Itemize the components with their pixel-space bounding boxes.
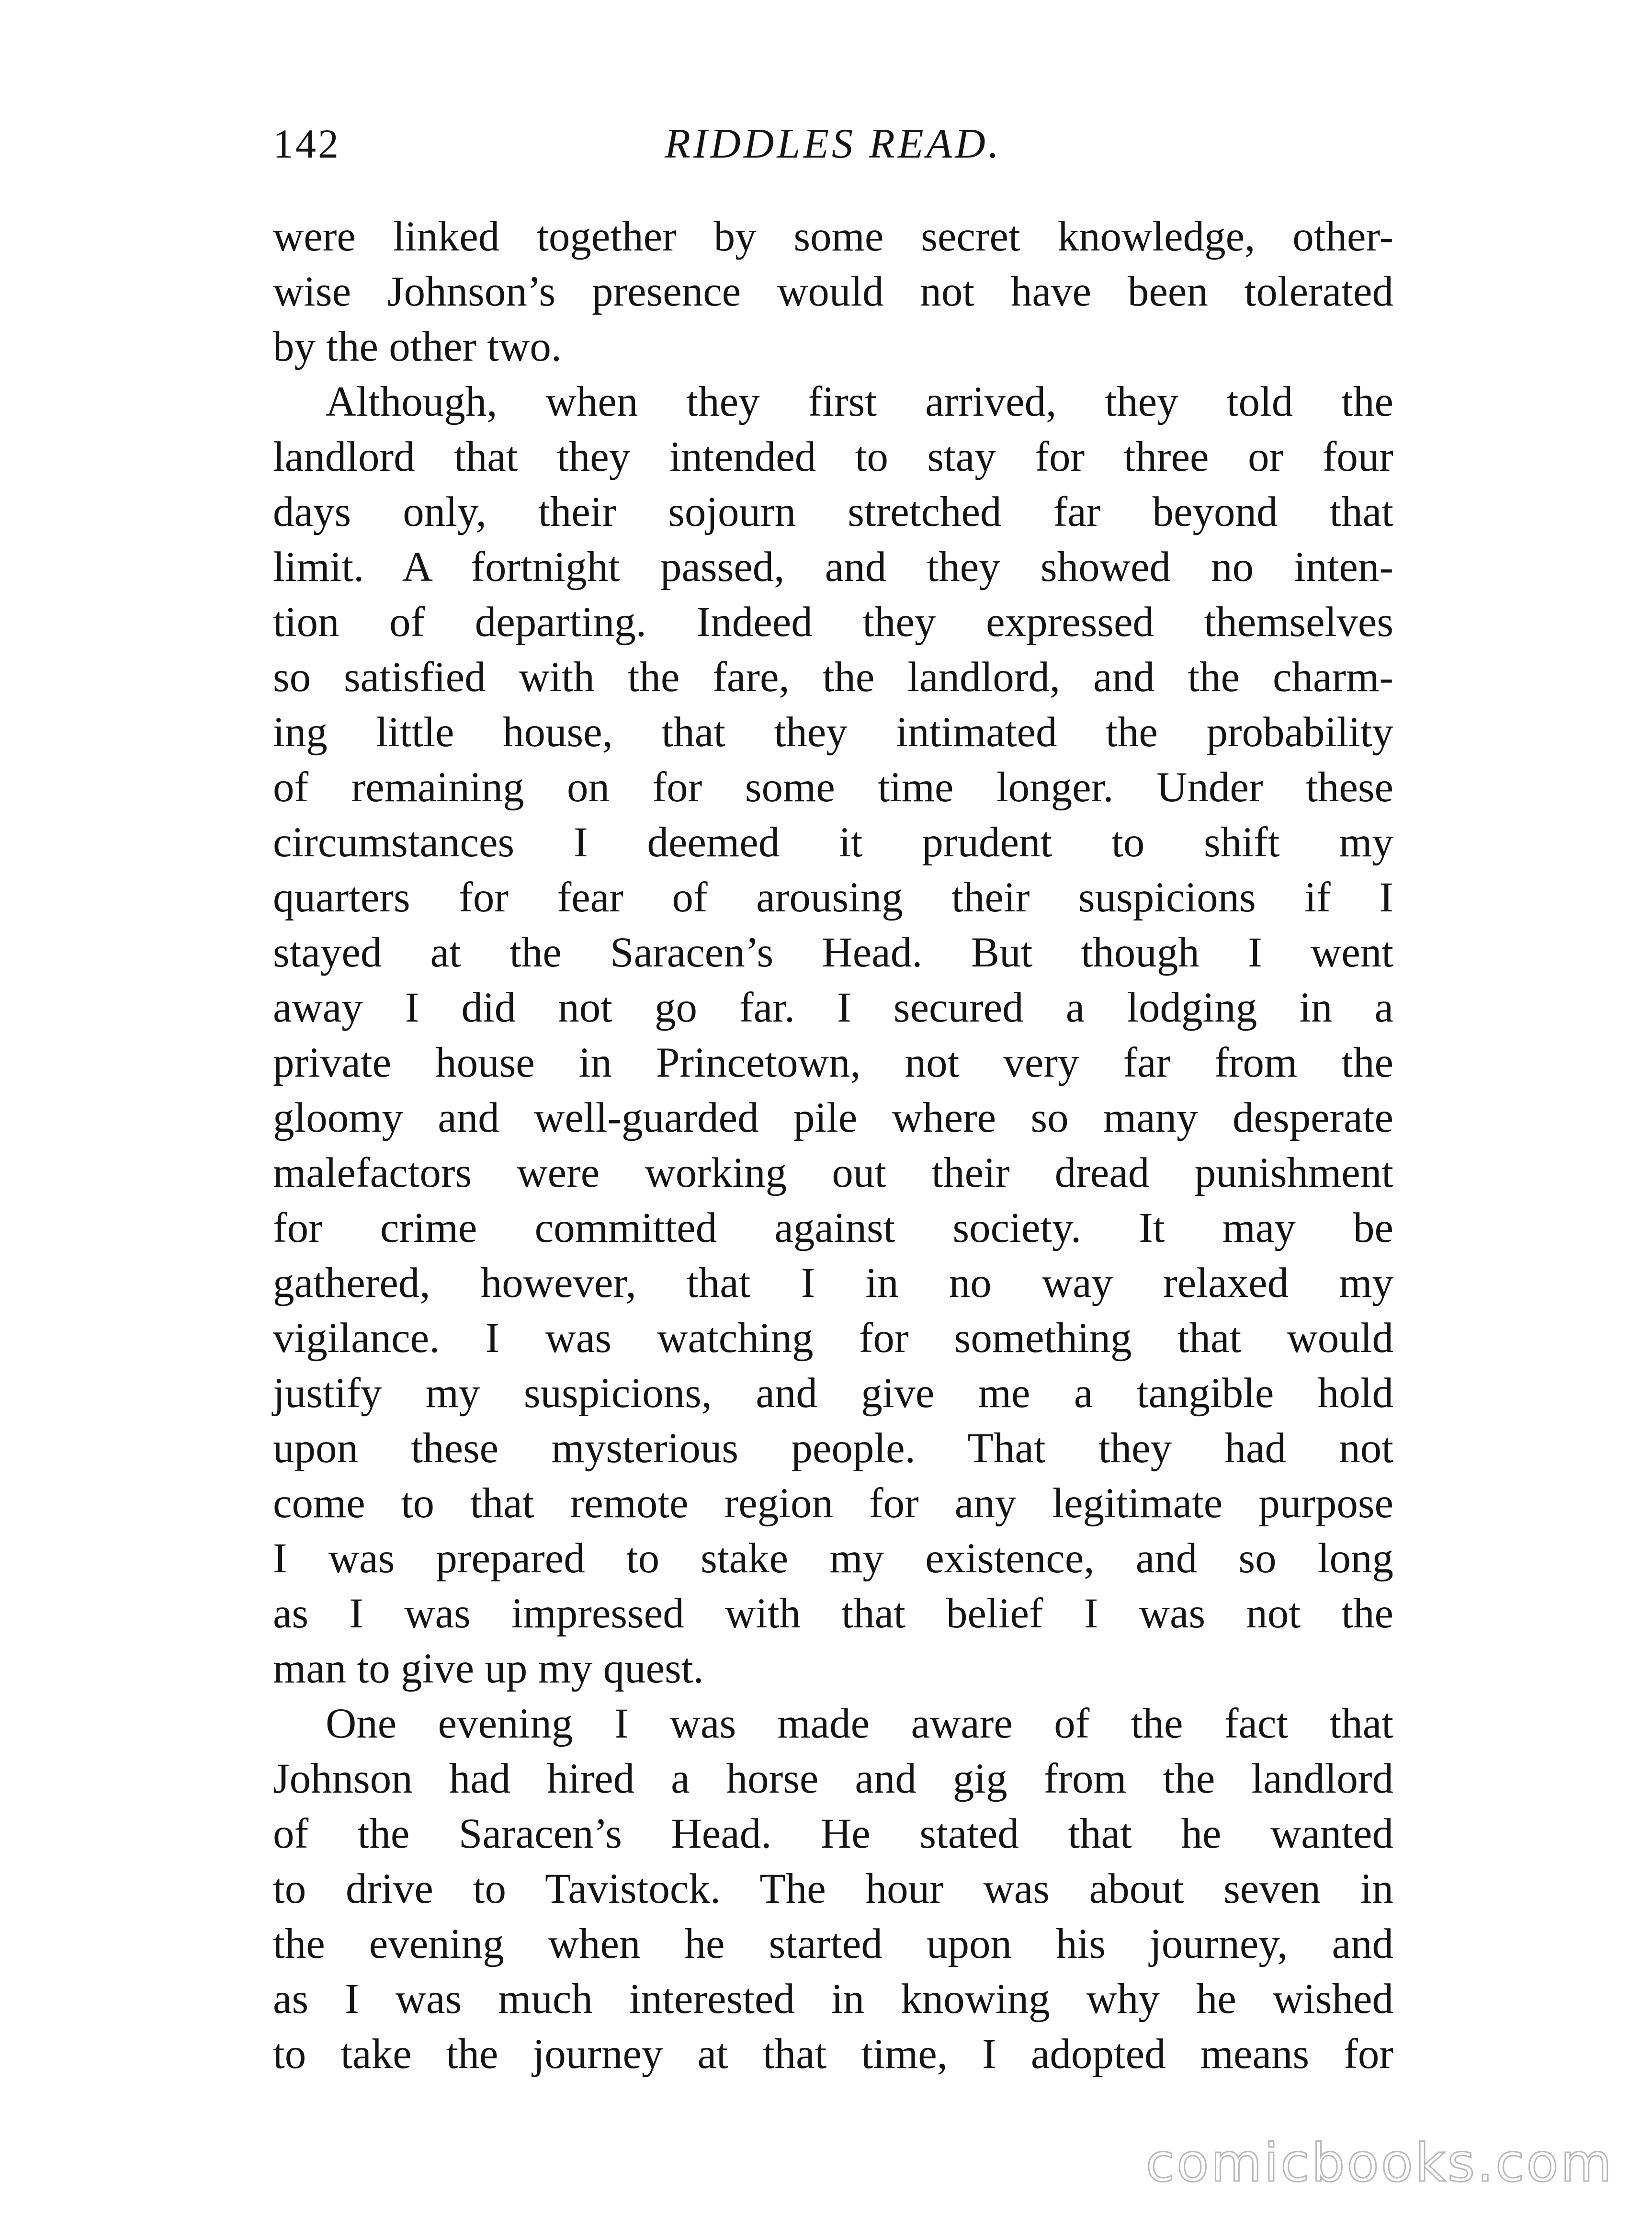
text-line: so satisfied with the fare, the landlord, and the charm- bbox=[273, 654, 1393, 701]
text-line: for crime committed against society. It may be bbox=[273, 1204, 1393, 1251]
text-line: tion of departing. Indeed they expressed themselves bbox=[273, 599, 1393, 646]
text-line: to take the journey at that time, I adopted means for bbox=[273, 2031, 1393, 2078]
paragraph-first-line: Although, when they first arrived, they told the bbox=[326, 378, 1393, 425]
text-line: were linked together by some secret knowledge, other- bbox=[273, 213, 1393, 260]
text-line: malefactors were working out their dread punishment bbox=[273, 1149, 1393, 1196]
text-line: as I was impressed with that belief I was not the bbox=[273, 1590, 1393, 1637]
text-line: vigilance. I was watching for something that would bbox=[273, 1315, 1393, 1362]
text-line: the evening when he started upon his journey, and bbox=[273, 1920, 1393, 1967]
running-head bbox=[273, 120, 1393, 177]
text-line: away I did not go far. I secured a lodging in a bbox=[273, 984, 1393, 1031]
text-line: landlord that they intended to stay for three or four bbox=[273, 433, 1393, 480]
text-line: private house in Princetown, not very far from the bbox=[273, 1039, 1393, 1086]
paragraph-first-line: One evening I was made aware of the fact that bbox=[326, 1700, 1393, 1747]
page-number: 142 bbox=[273, 121, 340, 167]
text-line: wise Johnson’s presence would not have been tolerated bbox=[273, 268, 1393, 315]
text-line: man to give up my quest. bbox=[273, 1645, 704, 1692]
text-line: justify my suspicions, and give me a tangible hold bbox=[273, 1370, 1393, 1417]
text-line: of the Saracen’s Head. He stated that he wanted bbox=[273, 1810, 1393, 1857]
text-line: gathered, however, that I in no way relaxed my bbox=[273, 1260, 1393, 1307]
text-line: Johnson had hired a horse and gig from the landlord bbox=[273, 1755, 1393, 1802]
running-title: RIDDLES READ. bbox=[665, 121, 1002, 167]
text-line: quarters for fear of arousing their suspicions if I bbox=[273, 874, 1393, 921]
text-line: I was prepared to stake my existence, and so long bbox=[273, 1535, 1393, 1582]
text-line: gloomy and well-guarded pile where so many desperate bbox=[273, 1094, 1393, 1141]
text-line: of remaining on for some time longer. Under these bbox=[273, 764, 1393, 811]
watermark: comicbooks.com bbox=[1145, 2132, 1614, 2193]
text-line: upon these mysterious people. That they had not bbox=[273, 1425, 1393, 1472]
text-line: circumstances I deemed it prudent to shift my bbox=[273, 819, 1393, 866]
body-text bbox=[273, 209, 1393, 2082]
text-line: ing little house, that they intimated the probability bbox=[273, 709, 1393, 756]
text-line: to drive to Tavistock. The hour was about seven in bbox=[273, 1865, 1393, 1912]
text-line: by the other two. bbox=[273, 323, 562, 370]
text-line: as I was much interested in knowing why he wished bbox=[273, 1976, 1393, 2022]
text-line: limit. A fortnight passed, and they showed no inten- bbox=[273, 544, 1393, 591]
text-line: come to that remote region for any legitimate purpose bbox=[273, 1480, 1393, 1527]
text-line: days only, their sojourn stretched far beyond that bbox=[273, 489, 1393, 535]
text-line: stayed at the Saracen’s Head. But though I went bbox=[273, 929, 1393, 976]
